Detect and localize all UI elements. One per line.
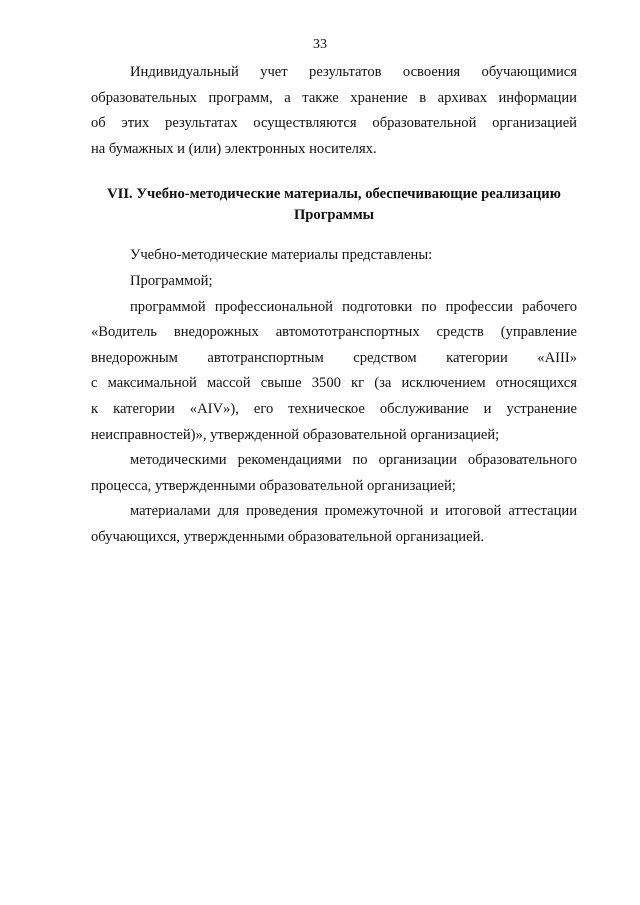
text-line: «Водитель внедорожных автомототранспортных средств (управление bbox=[91, 324, 577, 341]
text-line: с максимальной массой свыше 3500 кг (за исключением относящихся bbox=[91, 375, 577, 392]
text-line: Программой; bbox=[130, 272, 213, 289]
text-line: обучающихся, утвержденными образовательной организацией. bbox=[91, 528, 485, 545]
section-heading-line: VII. Учебно-методические материалы, обеспечивающие реализацию bbox=[107, 186, 561, 203]
page-content bbox=[91, 60, 577, 551]
text-line: программой профессиональной подготовки по профессии рабочего bbox=[130, 298, 577, 315]
text-line: процесса, утвержденными образовательной организацией; bbox=[91, 477, 456, 494]
section-heading bbox=[91, 184, 577, 226]
text-line: материалами для проведения промежуточной и итоговой аттестации bbox=[130, 503, 577, 520]
paragraph-intro bbox=[91, 243, 577, 269]
list-item-program bbox=[91, 269, 577, 295]
list-item-professional-program bbox=[91, 295, 577, 449]
page-number: 33 bbox=[313, 37, 327, 52]
text-line: об этих результатах осуществляются образовательной организацией bbox=[91, 115, 577, 132]
text-line: Учебно-методические материалы представлены: bbox=[130, 247, 433, 264]
list-item-attestation-materials bbox=[91, 499, 577, 550]
text-line: методическими рекомендациями по организации образовательного bbox=[130, 452, 577, 469]
list-item-methodical-recommendations bbox=[91, 448, 577, 499]
text-line: неисправностей)», утвержденной образовательной организацией; bbox=[91, 426, 500, 443]
text-line: Индивидуальный учет результатов освоения обучающимися bbox=[130, 64, 577, 80]
text-line: на бумажных и (или) электронных носителях. bbox=[91, 140, 377, 157]
section-heading-line: Программы bbox=[293, 207, 375, 224]
paragraph-individual-accounting bbox=[91, 60, 577, 162]
text-line: внедорожным автотранспортным средством категории «AIII» bbox=[91, 349, 577, 366]
text-line: к категории «AIV»), его техническое обслуживание и устранение bbox=[91, 400, 577, 417]
text-line: образовательных программ, а также хранение в архивах информации bbox=[91, 89, 577, 106]
